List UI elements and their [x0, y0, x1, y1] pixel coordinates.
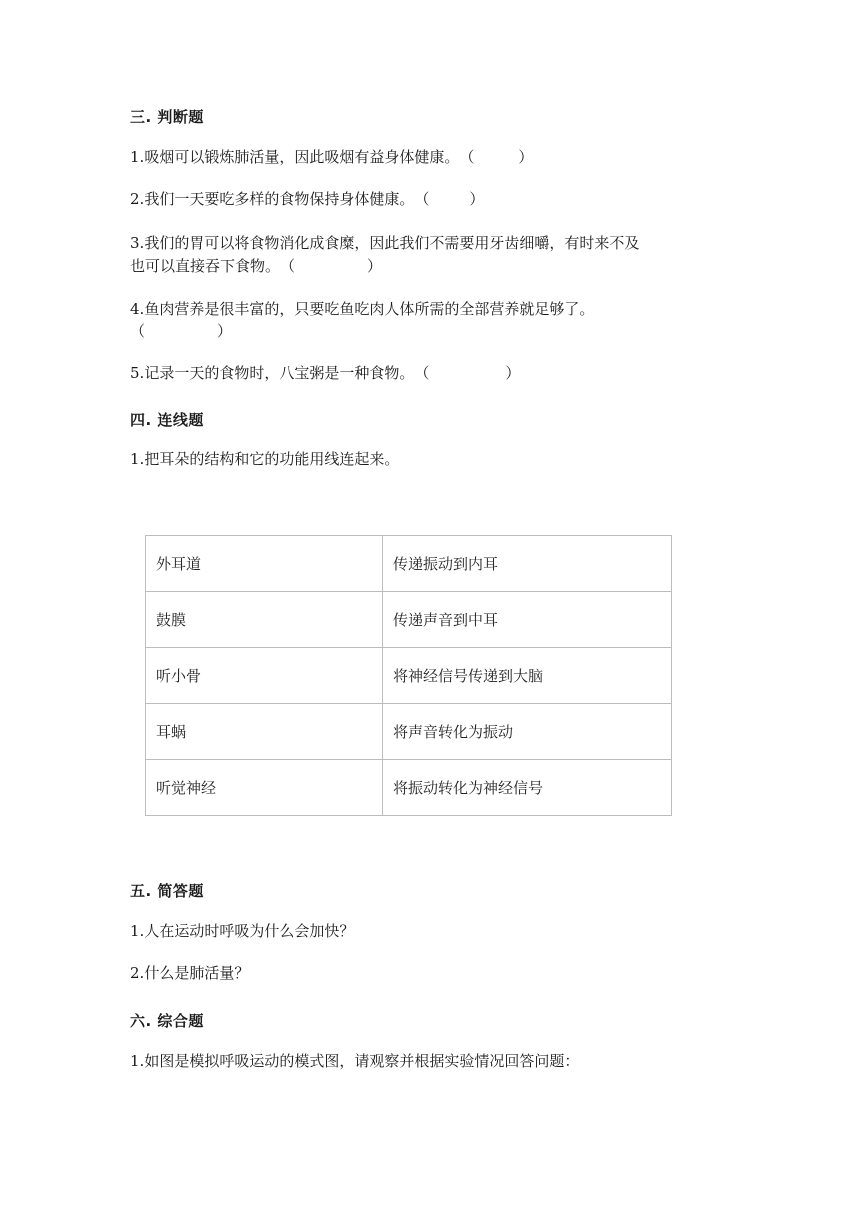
question-number: 1. [130, 450, 145, 468]
table-row [146, 648, 672, 704]
table-row [146, 760, 672, 816]
question-3-3-continued [130, 253, 382, 280]
question-3-2 [130, 186, 484, 213]
answer-blank[interactable]: （ ） [414, 364, 521, 382]
ear-function-cell[interactable]: 将振动转化为神经信号 [383, 760, 672, 816]
question-6-1 [130, 1048, 579, 1075]
answer-blank[interactable]: （ ） [130, 322, 233, 340]
section-4-title: 四. 连线题 [130, 411, 204, 429]
question-number: 3. [130, 234, 145, 252]
ear-function-cell[interactable]: 传递声音到中耳 [383, 592, 672, 648]
question-number: 2. [130, 190, 145, 208]
question-5-2 [130, 960, 249, 987]
section-5-title: 五. 简答题 [130, 882, 204, 900]
question-text: 吸烟可以锻炼肺活量，因此吸烟有益身体健康。 [144, 148, 460, 166]
answer-blank[interactable]: （ ） [280, 257, 383, 275]
answer-blank[interactable]: （ ） [459, 148, 534, 166]
answer-blank[interactable]: （ ） [414, 190, 485, 208]
question-number: 4. [130, 300, 145, 318]
table-row [146, 704, 672, 760]
question-number: 1. [130, 1052, 145, 1070]
question-text: 把耳朵的结构和它的功能用线连起来。 [144, 450, 400, 468]
question-3-1 [130, 144, 533, 171]
question-3-5 [130, 360, 520, 387]
ear-function-cell[interactable]: 传递振动到内耳 [383, 536, 672, 592]
ear-structure-cell[interactable]: 听觉神经 [146, 760, 383, 816]
question-text: 我们一天要吃多样的食物保持身体健康。 [144, 190, 415, 208]
question-5-1 [130, 918, 354, 945]
question-text-continued: 也可以直接吞下食物。 [130, 257, 281, 275]
question-text: 记录一天的食物时，八宝粥是一种食物。 [144, 364, 415, 382]
question-text: 我们的胃可以将食物消化成食糜，因此我们不需要用牙齿细嚼，有时来不及 [144, 234, 640, 252]
ear-matching-table [145, 535, 672, 816]
ear-function-cell[interactable]: 将神经信号传递到大脑 [383, 648, 672, 704]
ear-structure-cell[interactable]: 外耳道 [146, 536, 383, 592]
question-3-4-blank-line [130, 318, 232, 345]
ear-structure-cell[interactable]: 耳蜗 [146, 704, 383, 760]
ear-structure-cell[interactable]: 鼓膜 [146, 592, 383, 648]
question-text: 如图是模拟呼吸运动的模式图，请观察并根据实验情况回答问题： [144, 1052, 580, 1070]
table-row [146, 592, 672, 648]
ear-structure-cell[interactable]: 听小骨 [146, 648, 383, 704]
question-number: 1. [130, 148, 145, 166]
question-number: 5. [130, 364, 145, 382]
question-4-1 [130, 446, 399, 473]
question-number: 1. [130, 922, 145, 940]
question-text: 什么是肺活量？ [144, 964, 250, 982]
section-3-title: 三. 判断题 [130, 108, 204, 126]
question-text: 鱼肉营养是很丰富的，只要吃鱼吃肉人体所需的全部营养就足够了。 [144, 300, 595, 318]
table-row [146, 536, 672, 592]
ear-function-cell[interactable]: 将声音转化为振动 [383, 704, 672, 760]
section-6-title: 六. 综合题 [130, 1012, 204, 1030]
question-text: 人在运动时呼吸为什么会加快？ [144, 922, 355, 940]
question-number: 2. [130, 964, 145, 982]
